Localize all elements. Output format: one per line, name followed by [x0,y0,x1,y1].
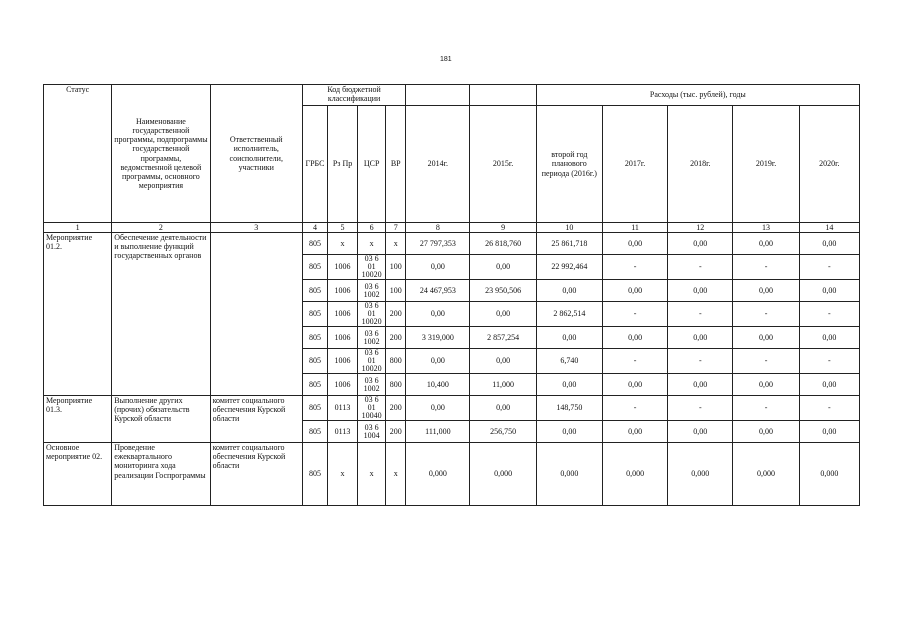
amount-cell-2018: - [668,302,733,327]
amount-cell-2019: - [733,396,799,421]
amount-cell-2016: 0,00 [536,327,602,349]
name-cell: Выполнение других (прочих) обязательств Курской области [112,396,210,443]
responsible-cell [210,233,302,396]
header-code-group: Код бюджетной классификации [302,85,405,106]
vr-cell: 200 [386,327,406,349]
header-blank-2014 [406,85,470,106]
amount-cell-2017: 0,00 [602,374,667,396]
amount-cell-2017: - [602,255,667,280]
header-2015: 2015г. [470,106,536,223]
rzpr-cell: х [327,443,357,506]
rzpr-cell: х [327,233,357,255]
rzpr-cell: 1006 [327,280,357,302]
header-rzpr: Рз Пр [327,106,357,223]
amount-cell-2019: 0,000 [733,443,799,506]
csr-cell: 03 6 01 10020 [358,302,386,327]
amount-cell-2020: 0,00 [799,233,859,255]
amount-cell-2015: 0,00 [470,396,536,421]
amount-cell-2019: - [733,302,799,327]
header-2014: 2014г. [406,106,470,223]
col-number: 1 [44,223,112,233]
amount-cell-2014: 111,000 [406,421,470,443]
table-row [44,396,860,421]
amount-cell-2017: - [602,302,667,327]
col-number: 3 [210,223,302,233]
amount-cell-2016: 0,00 [536,421,602,443]
vr-cell: 200 [386,421,406,443]
col-number: 7 [386,223,406,233]
amount-cell-2020: 0,00 [799,280,859,302]
grbs-cell: 805 [302,302,327,327]
amount-cell-2014: 0,00 [406,302,470,327]
budget-table [43,84,860,506]
col-number: 2 [112,223,210,233]
amount-cell-2016: 22 992,464 [536,255,602,280]
header-2018: 2018г. [668,106,733,223]
amount-cell-2019: - [733,255,799,280]
table-row [44,233,860,255]
col-number: 13 [733,223,799,233]
amount-cell-2018: 0,00 [668,421,733,443]
page-number: 181 [440,56,452,63]
table-header [44,85,860,233]
vr-cell: 800 [386,349,406,374]
amount-cell-2016: 148,750 [536,396,602,421]
grbs-cell: 805 [302,443,327,506]
amount-cell-2014: 0,00 [406,349,470,374]
amount-cell-2015: 0,00 [470,302,536,327]
csr-cell: 03 6 1002 [358,327,386,349]
vr-cell: х [386,233,406,255]
amount-cell-2019: 0,00 [733,280,799,302]
name-cell: Обеспечение деятельности и выполнение функций государственных органов [112,233,210,396]
amount-cell-2015: 0,000 [470,443,536,506]
rzpr-cell: 0113 [327,421,357,443]
rzpr-cell: 1006 [327,349,357,374]
amount-cell-2015: 2 857,254 [470,327,536,349]
grbs-cell: 805 [302,349,327,374]
csr-cell: 03 6 01 10020 [358,349,386,374]
amount-cell-2014: 3 319,000 [406,327,470,349]
amount-cell-2017: 0,00 [602,327,667,349]
col-number: 9 [470,223,536,233]
status-cell: Мероприятие 01.2. [44,233,112,396]
responsible-cell: комитет социального обеспечения Курской области [210,396,302,443]
header-status: Статус [44,85,112,223]
amount-cell-2018: 0,00 [668,327,733,349]
grbs-cell: 805 [302,280,327,302]
col-number: 5 [327,223,357,233]
amount-cell-2020: 0,00 [799,421,859,443]
vr-cell: 200 [386,302,406,327]
csr-cell: 03 6 1004 [358,421,386,443]
amount-cell-2017: 0,000 [602,443,667,506]
name-cell: Проведение ежеквартального мониторинга хода реализации Госпрограммы [112,443,210,506]
grbs-cell: 805 [302,421,327,443]
vr-cell: 200 [386,396,406,421]
amount-cell-2015: 0,00 [470,349,536,374]
header-expenses-group: Расходы (тыс. рублей), годы [536,85,859,106]
rzpr-cell: 1006 [327,374,357,396]
amount-cell-2018: 0,000 [668,443,733,506]
csr-cell: 03 6 1002 [358,374,386,396]
amount-cell-2014: 10,400 [406,374,470,396]
amount-cell-2014: 0,000 [406,443,470,506]
col-number: 4 [302,223,327,233]
table-body [44,233,860,506]
amount-cell-2020: 0,00 [799,374,859,396]
col-number: 14 [799,223,859,233]
vr-cell: 100 [386,255,406,280]
rzpr-cell: 1006 [327,302,357,327]
amount-cell-2020: - [799,302,859,327]
column-numbers-row [44,223,860,233]
grbs-cell: 805 [302,396,327,421]
grbs-cell: 805 [302,374,327,396]
amount-cell-2017: 0,00 [602,233,667,255]
table-row [44,443,860,506]
amount-cell-2018: 0,00 [668,280,733,302]
header-2016: второй год планового периода (2016г.) [536,106,602,223]
amount-cell-2016: 0,000 [536,443,602,506]
csr-cell: х [358,443,386,506]
amount-cell-2016: 0,00 [536,374,602,396]
amount-cell-2020: - [799,396,859,421]
vr-cell: 800 [386,374,406,396]
header-name: Наименование государственной программы, подпрограммы государственной программы, ведомственной целевой программы, основного мероприятия [112,85,210,223]
grbs-cell: 805 [302,255,327,280]
amount-cell-2018: 0,00 [668,374,733,396]
amount-cell-2014: 24 467,953 [406,280,470,302]
amount-cell-2018: - [668,349,733,374]
amount-cell-2015: 11,000 [470,374,536,396]
col-number: 6 [358,223,386,233]
amount-cell-2020: 0,00 [799,327,859,349]
rzpr-cell: 0113 [327,396,357,421]
amount-cell-2014: 27 797,353 [406,233,470,255]
col-number: 12 [668,223,733,233]
csr-cell: 03 6 01 10020 [358,255,386,280]
amount-cell-2017: 0,00 [602,421,667,443]
amount-cell-2016: 6,740 [536,349,602,374]
header-2019: 2019г. [733,106,799,223]
header-blank-2015 [470,85,536,106]
grbs-cell: 805 [302,327,327,349]
amount-cell-2016: 25 861,718 [536,233,602,255]
amount-cell-2019: 0,00 [733,233,799,255]
amount-cell-2020: 0,000 [799,443,859,506]
vr-cell: 100 [386,280,406,302]
rzpr-cell: 1006 [327,255,357,280]
csr-cell: х [358,233,386,255]
amount-cell-2020: - [799,349,859,374]
csr-cell: 03 6 1002 [358,280,386,302]
status-cell: Основное мероприятие 02. [44,443,112,506]
grbs-cell: 805 [302,233,327,255]
responsible-cell: комитет социального обеспечения Курской области [210,443,302,506]
header-grbs: ГРБС [302,106,327,223]
status-cell: Мероприятие 01.3. [44,396,112,443]
header-responsible: Ответственный исполнитель, соисполнители, участники [210,85,302,223]
col-number: 10 [536,223,602,233]
header-csr: ЦСР [358,106,386,223]
header-2017: 2017г. [602,106,667,223]
amount-cell-2016: 0,00 [536,280,602,302]
amount-cell-2014: 0,00 [406,396,470,421]
col-number: 11 [602,223,667,233]
amount-cell-2019: - [733,349,799,374]
csr-cell: 03 6 01 10040 [358,396,386,421]
header-2020: 2020г. [799,106,859,223]
amount-cell-2015: 0,00 [470,255,536,280]
amount-cell-2017: - [602,396,667,421]
amount-cell-2018: - [668,255,733,280]
amount-cell-2018: - [668,396,733,421]
amount-cell-2019: 0,00 [733,327,799,349]
amount-cell-2017: - [602,349,667,374]
amount-cell-2014: 0,00 [406,255,470,280]
amount-cell-2015: 26 818,760 [470,233,536,255]
amount-cell-2016: 2 862,514 [536,302,602,327]
amount-cell-2015: 23 950,506 [470,280,536,302]
amount-cell-2019: 0,00 [733,421,799,443]
amount-cell-2018: 0,00 [668,233,733,255]
rzpr-cell: 1006 [327,327,357,349]
amount-cell-2020: - [799,255,859,280]
col-number: 8 [406,223,470,233]
vr-cell: х [386,443,406,506]
amount-cell-2019: 0,00 [733,374,799,396]
amount-cell-2015: 256,750 [470,421,536,443]
amount-cell-2017: 0,00 [602,280,667,302]
header-vr: ВР [386,106,406,223]
